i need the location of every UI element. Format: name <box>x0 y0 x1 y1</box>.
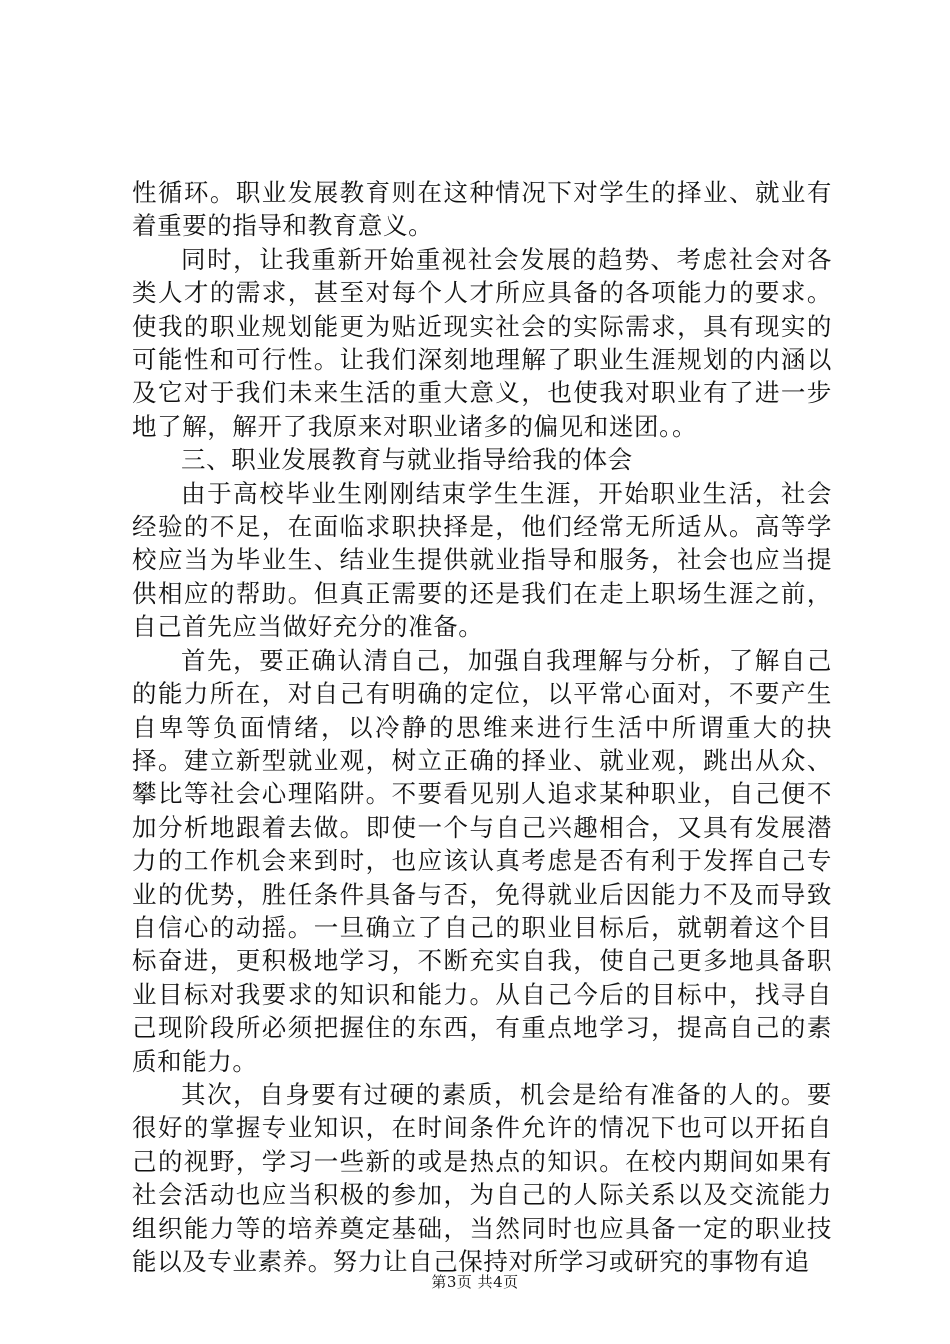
paragraph-4: 首先，要正确认清自己，加强自我理解与分析，了解自己的能力所在，对自己有明确的定位，以平常心面对，不要产生自卑等负面情绪，以冷静的思维来进行生活中所谓重大的抉择。建立新型就业观，树立正确的择业、就业观，跳出从众、攀比等社会心理陷阱。不要看见别人追求某种职业，自己便不加分析地跟着去做。即使一个与自己兴趣相合，又具有发展潜力的工作机会来到时，也应该认真考虑是否有利于发挥自己专业的优势，胜任条件具备与否，免得就业后因能力不及而导致自信心的动摇。一旦确立了自己的职业目标后，就朝着这个目标奋进，更积极地学习，不断充实自我，使自己更多地具备职业目标对我要求的知识和能力。从自己今后的目标中，找寻自己现阶段所必须把握住的东西，有重点地学习，提高自己的素质和能力。 <box>132 645 832 1076</box>
document-body <box>132 176 832 1278</box>
paragraph-1: 性循环。职业发展教育则在这种情况下对学生的择业、就业有着重要的指导和教育意义。 <box>132 178 832 241</box>
section-heading: 三、职业发展教育与就业指导给我的体会 <box>181 445 633 475</box>
paragraph-2: 同时，让我重新开始重视社会发展的趋势、考虑社会对各类人才的需求，甚至对每个人才所应具备的各项能力的要求。使我的职业规划能更为贴近现实社会的实际需求，具有现实的可能性和可行性。让我们深刻地理解了职业生涯规划的内涵以及它对于我们未来生活的重大意义，也使我对职业有了进一步地了解，解开了我原来对职业诸多的偏见和迷团。。 <box>132 244 832 441</box>
paragraph-5: 其次，自身要有过硬的素质，机会是给有准备的人的。要很好的掌握专业知识，在时间条件允许的情况下也可以开拓自己的视野，学习一些新的或是热点的知识。在校内期间如果有社会活动也应当积极的参加，为自己的人际关系以及交流能力组织能力等的培养奠定基础，当然同时也应具备一定的职业技能以及专业素养。努力让自己保持对所学习或研究的事物有追 <box>132 1079 832 1276</box>
page-number-footer: 第3页 共4页 <box>431 1273 519 1291</box>
paragraph-3: 由于高校毕业生刚刚结束学生生涯，开始职业生活，社会经验的不足，在面临求职抉择是，他们经常无所适从。高等学校应当为毕业生、结业生提供就业指导和服务，社会也应当提供相应的帮助。但真正需要的还是我们在走上职场生涯之前，自己首先应当做好充分的准备。 <box>132 478 832 642</box>
